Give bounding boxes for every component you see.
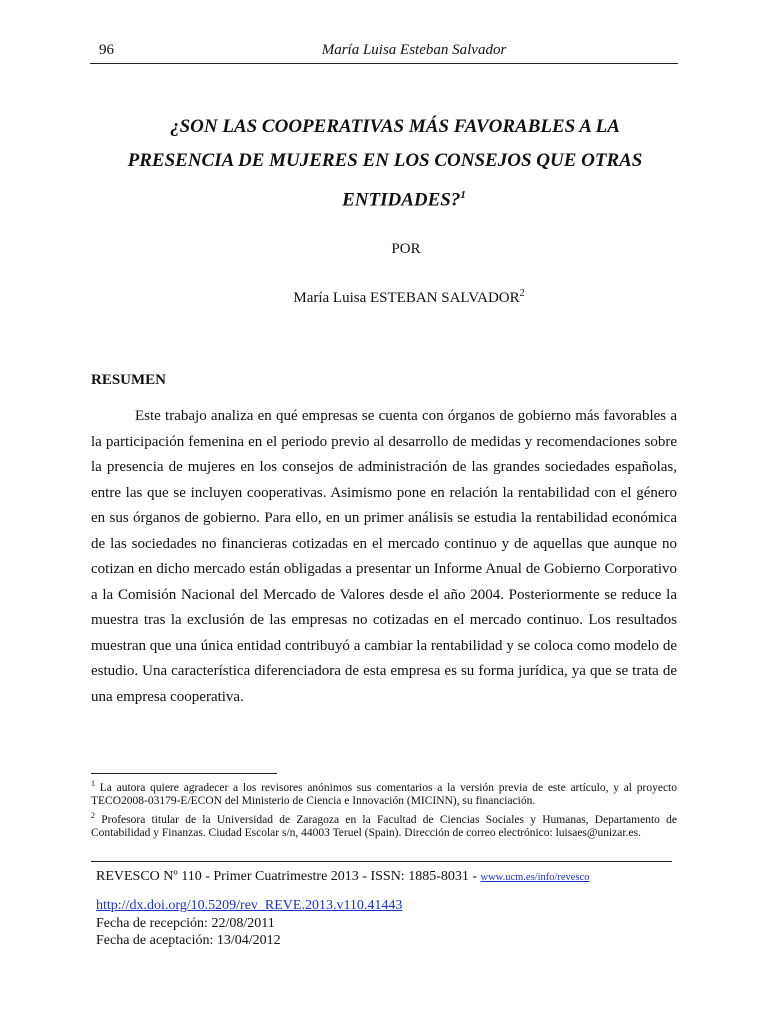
abstract-heading: RESUMEN [91,372,167,388]
received-date: Fecha de recepción: 22/08/2011 [96,916,275,931]
title-line-3 [90,178,680,217]
title-line-3-text: ENTIDADES? [342,189,461,211]
footnotes [91,777,677,841]
by-label: POR [391,241,421,257]
footnote-2 [91,809,677,841]
footnote-1-text: La autora quiere agradecer a los revisores anónimos sus comentarios a la versión previa de este artículo, y al proyecto TECO2008-03179-E/ECON del Ministerio de Ciencia e Innovación (MICINN), su financiación. [91,781,677,808]
doi-link[interactable]: http://dx.doi.org/10.5209/rev_REVE.2013.v110.41443 [96,898,403,913]
journal-line [96,869,589,885]
running-head: María Luisa Esteban Salvador [321,42,507,58]
journal-url-link[interactable]: www.ucm.es/info/revesco [480,872,590,883]
footer-rule [91,861,672,862]
author-name: María Luisa ESTEBAN SALVADOR [293,290,520,306]
title-line-1: ¿SON LAS COOPERATIVAS MÁS FAVORABLES A LA [170,116,620,137]
footnote-2-text: Profesora titular de la Universidad de Zaragoza en la Facultad de Ciencias Sociales y Humanas, Departamento de Contabilidad y Finanzas. Ciudad Escolar s/n, 44003 Teruel (Spain). Dirección de correo electrónico: luisaes@unizar.es. [91,813,677,840]
footnote-1 [91,777,677,809]
author-line [0,288,768,307]
accepted-date: Fecha de aceptación: 13/04/2012 [96,933,281,948]
author-footnote-mark: 2 [519,288,525,299]
footnote-1-mark: 1 [91,779,95,788]
abstract-text: Este trabajo analiza en qué empresas se cuenta con órganos de gobierno más favorables a la participación femenina en el periodo previo al desarrollo de medidas y recomendaciones sobre la presencia de mujeres en los consejos de administración de las grandes sociedades españolas, entre las que se incluyen cooperativas. Asimismo pone en relación la rentabilidad con el género en sus órganos de gobierno. Para ello, en un primer análisis se estudia la rentabilidad económica de las sociedades no financieras cotizadas en el mercado continuo y de aquellas que aunque no cotizan en dicho mercado están obligadas a presentar un Informe Anual de Gobierno Corporativo a la Comisión Nacional del Mercado de Valores desde el año 2004. Posteriormente se reduce la muestra tras la exclusión de las empresas no cotizadas en el mercado continuo. Los resultados muestran que una única entidad contribuyó a cambiar la rentabilidad y se coloca como modelo de estudio. Una característica diferenciadora de esta empresa es su forma jurídica, ya que se trata de una empresa cooperativa. [91,408,677,705]
footnote-2-mark: 2 [91,810,95,820]
footnote-rule [91,773,277,774]
journal-info: REVESCO Nº 110 - Primer Cuatrimestre 2013 - ISSN: 1885-8031 - [96,869,481,884]
title-line-2: PRESENCIA DE MUJERES EN LOS CONSEJOS QUE OTRAS [127,150,643,171]
article-title [90,110,680,217]
title-footnote-mark: 1 [460,189,466,201]
page-number: 96 [99,42,114,58]
header-rule [90,63,678,64]
